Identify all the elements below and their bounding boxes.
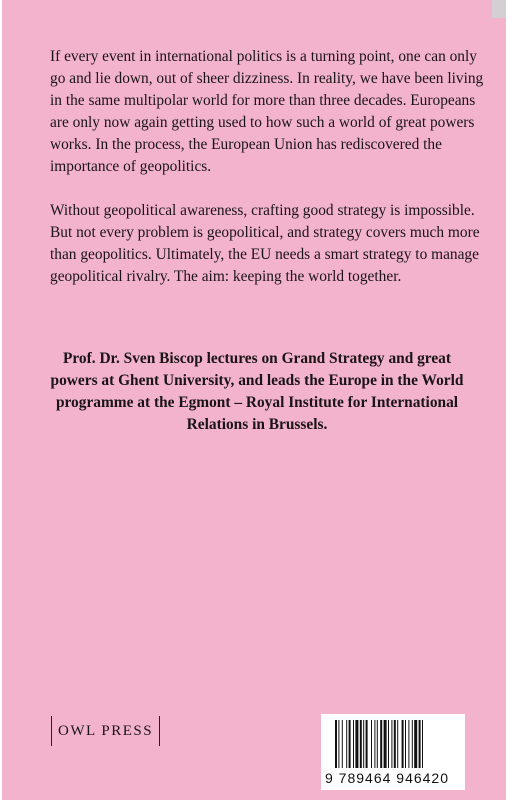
isbn-number: 9 789464 946420 bbox=[325, 770, 449, 786]
barcode-bar bbox=[408, 720, 409, 768]
blurb-paragraph-2: Without geopolitical awareness, crafting good strategy is impossible. But not every problem is geopolitical, and strategy covers much more than geopolitics. Ultimately, the EU needs a smart strategy to manage geopolitical rivalry. The aim: keeping the world together. bbox=[50, 202, 480, 285]
barcode-bar bbox=[371, 720, 372, 768]
corner-mark bbox=[492, 0, 506, 18]
barcode-bar bbox=[402, 720, 404, 768]
blurb bbox=[50, 46, 490, 310]
barcode-bar bbox=[338, 720, 339, 768]
publisher-logo bbox=[51, 716, 160, 746]
barcode-bar bbox=[388, 720, 389, 768]
isbn-barcode bbox=[321, 714, 465, 790]
book-back-cover bbox=[2, 0, 506, 800]
barcode-bar bbox=[405, 720, 406, 768]
barcode-bar bbox=[353, 720, 354, 768]
barcode-bar bbox=[360, 720, 362, 768]
barcode-bar bbox=[422, 720, 423, 768]
barcode-bar bbox=[377, 720, 378, 768]
author-bio: Prof. Dr. Sven Biscop lectures on Grand Strategy and great powers at Ghent University, and leads the Europe in the World programme at the Egmont – Royal Institute for International Relations in Brussels. bbox=[50, 350, 464, 433]
barcode-bar bbox=[355, 720, 358, 768]
publisher-name: OWL PRESS bbox=[58, 722, 154, 739]
blurb-paragraph-1: If every event in international politics is a turning point, one can only go and lie down, out of sheer dizziness. In reality, we have been living in the same multipolar world for more than three decades. Europeans are only now again getting used to how such a world of great powers works. In the process, the European Union has rediscovered the importance of geopolitics. bbox=[50, 48, 484, 175]
barcode-bar bbox=[366, 720, 368, 768]
barcode-bar bbox=[363, 720, 364, 768]
barcode-bar bbox=[335, 720, 337, 768]
barcode-bar bbox=[374, 720, 375, 768]
barcode-bar bbox=[412, 720, 413, 768]
barcode-bar bbox=[384, 720, 387, 768]
barcode-bar bbox=[394, 720, 396, 768]
barcode-bar bbox=[342, 720, 343, 768]
barcode-bar bbox=[380, 720, 382, 768]
barcode-bar bbox=[346, 720, 347, 768]
barcode-icon bbox=[335, 720, 457, 768]
barcode-bar bbox=[349, 720, 351, 768]
barcode-bar bbox=[391, 720, 392, 768]
barcode-bar bbox=[414, 720, 417, 768]
barcode-bar bbox=[419, 720, 421, 768]
barcode-bar bbox=[397, 720, 398, 768]
